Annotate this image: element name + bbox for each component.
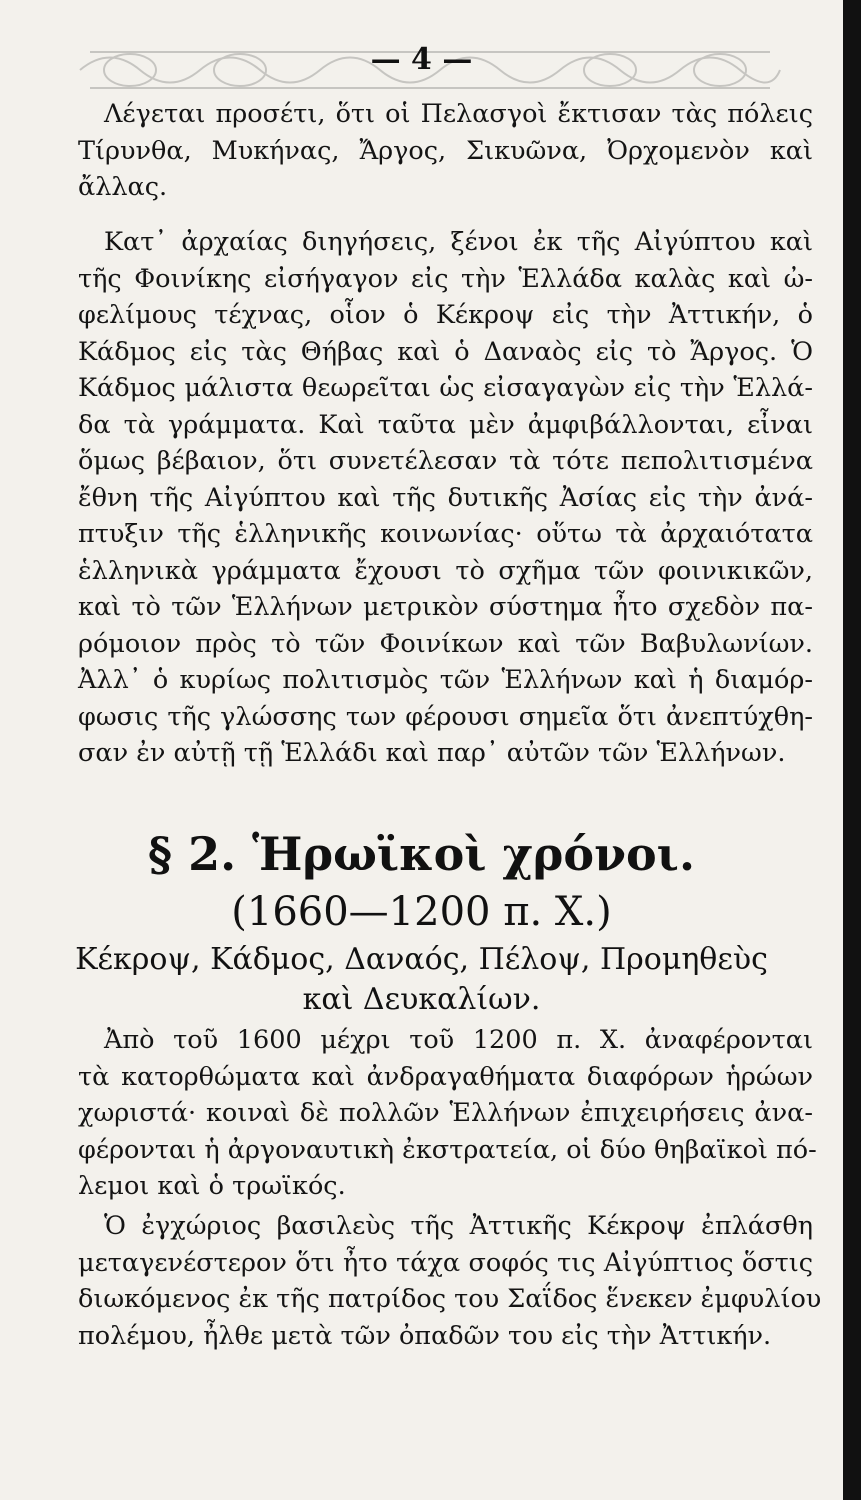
page-number: — 4 —: [370, 42, 473, 77]
text-line: πτυξιν τῆς ἑλληνικῆς κοινωνίας· οὕτω τὰ ἀρχαιότατα: [78, 519, 813, 549]
text-line: μεταγενέστερον ὅτι ἦτο τάχα σοφός τις Αἰγύπτιος ὅστις: [78, 1247, 813, 1278]
text-line: Ὁ ἐγχώριος βασιλεὺς τῆς Ἀττικῆς Κέκροψ ἐπλάσθη: [104, 1211, 813, 1241]
paragraph: [78, 1208, 822, 1354]
text-line: Κάδμος εἰς τὰς Θήβας καὶ ὁ Δαναὸς εἰς τὸ Ἄργος. Ὁ: [78, 336, 813, 367]
text-line: πολέμου, ἦλθε μετὰ τῶν ὀπαδῶν του εἰς τὴν Ἀττικήν.: [78, 1320, 772, 1351]
text-line: ὅμως βέβαιον, ὅτι συνετέλεσαν τὰ τότε πεπολιτισμένα: [78, 446, 813, 476]
text-line: Κατ᾽ ἀρχαίας διηγήσεις, ξένοι ἐκ τῆς Αἰγύπτου καὶ: [104, 227, 813, 257]
text-line: σαν ἐν αὐτῇ τῇ Ἑλλάδι καὶ παρ᾽ αὐτῶν τῶν Ἑλλήνων.: [78, 738, 786, 768]
text-line: ἔθνη τῆς Αἰγύπτου καὶ τῆς δυτικῆς Ἀσίας εἰς τὴν ἀνά-: [78, 482, 813, 513]
section-heading: [0, 826, 843, 938]
text-line: φωσις τῆς γλώσσης των φέρουσι σημεῖα ὅτι ἀνεπτύχθη-: [78, 701, 813, 732]
section-dates: (1660—1200 π. Χ.): [231, 889, 612, 935]
scan-dark-edge: [843, 0, 861, 1500]
text-line: ἑλληνικὰ γράμματα ἔχουσι τὸ σχῆμα τῶν φοινικικῶν,: [78, 555, 813, 586]
text-line: Κάδμος μάλιστα θεωρεῖται ὡς εἰσαγαγὼν εἰς τὴν Ἑλλά-: [78, 373, 813, 403]
paragraph: [78, 96, 813, 206]
text-line: Ἀλλ᾽ ὁ κυρίως πολιτισμὸς τῶν Ἑλλήνων καὶ ἡ διαμόρ-: [78, 665, 813, 695]
text-line: δα τὰ γράμματα. Καὶ ταῦτα μὲν ἀμφιβάλλονται, εἶναι: [78, 409, 813, 440]
section-title: § 2. Ἡρωϊκοὶ χρόνοι.: [148, 827, 695, 881]
paragraph: [78, 224, 813, 772]
text-line: λεμοι καὶ ὁ τρωϊκός.: [78, 1171, 346, 1201]
text-line: φέρονται ἡ ἀργοναυτικὴ ἐκστρατεία, οἱ δύο θηβαϊκοὶ πό-: [78, 1134, 817, 1165]
text-line: Τίρυνθα, Μυκήνας, Ἄργος, Σικυῶνα, Ὀρχομενὸν καὶ: [78, 135, 813, 166]
subtitle-line: Κέκροψ, Κάδμος, Δαναός, Πέλοψ, Προμηθεὺς: [75, 942, 768, 977]
text-line: καὶ τὸ τῶν Ἑλλήνων μετρικὸν σύστημα ἦτο σχεδὸν πα-: [78, 592, 813, 622]
section-subtitle: [0, 940, 843, 1020]
text-line: φελίμους τέχνας, οἷον ὁ Κέκροψ εἰς τὴν Ἀττικήν, ὁ: [78, 300, 813, 330]
text-line: ρόμοιον πρὸς τὸ τῶν Φοινίκων καὶ τῶν Βαβυλωνίων.: [78, 628, 813, 659]
subtitle-line: καὶ Δευκαλίων.: [302, 982, 541, 1017]
text-line: Ἀπὸ τοῦ 1600 μέχρι τοῦ 1200 π. Χ. ἀναφέρονται: [104, 1025, 813, 1055]
paragraph: [78, 1022, 817, 1205]
text-line: διωκόμενος ἐκ τῆς πατρίδος του Σαΐδος ἕνεκεν ἐμφυλίου: [78, 1284, 822, 1314]
text-line: ἄλλας.: [78, 172, 168, 202]
text-line: τὰ κατορθώματα καὶ ἀνδραγαθήματα διαφόρων ἡρώων: [78, 1061, 813, 1092]
text-line: τῆς Φοινίκης εἰσήγαγον εἰς τὴν Ἑλλάδα καλὰς καὶ ὠ-: [78, 263, 813, 294]
text-line: Λέγεται προσέτι, ὅτι οἱ Πελασγοὶ ἔκτισαν τὰς πόλεις: [104, 99, 813, 129]
text-line: χωριστά· κοιναὶ δὲ πολλῶν Ἑλλήνων ἐπιχειρήσεις ἀνα-: [78, 1098, 813, 1128]
